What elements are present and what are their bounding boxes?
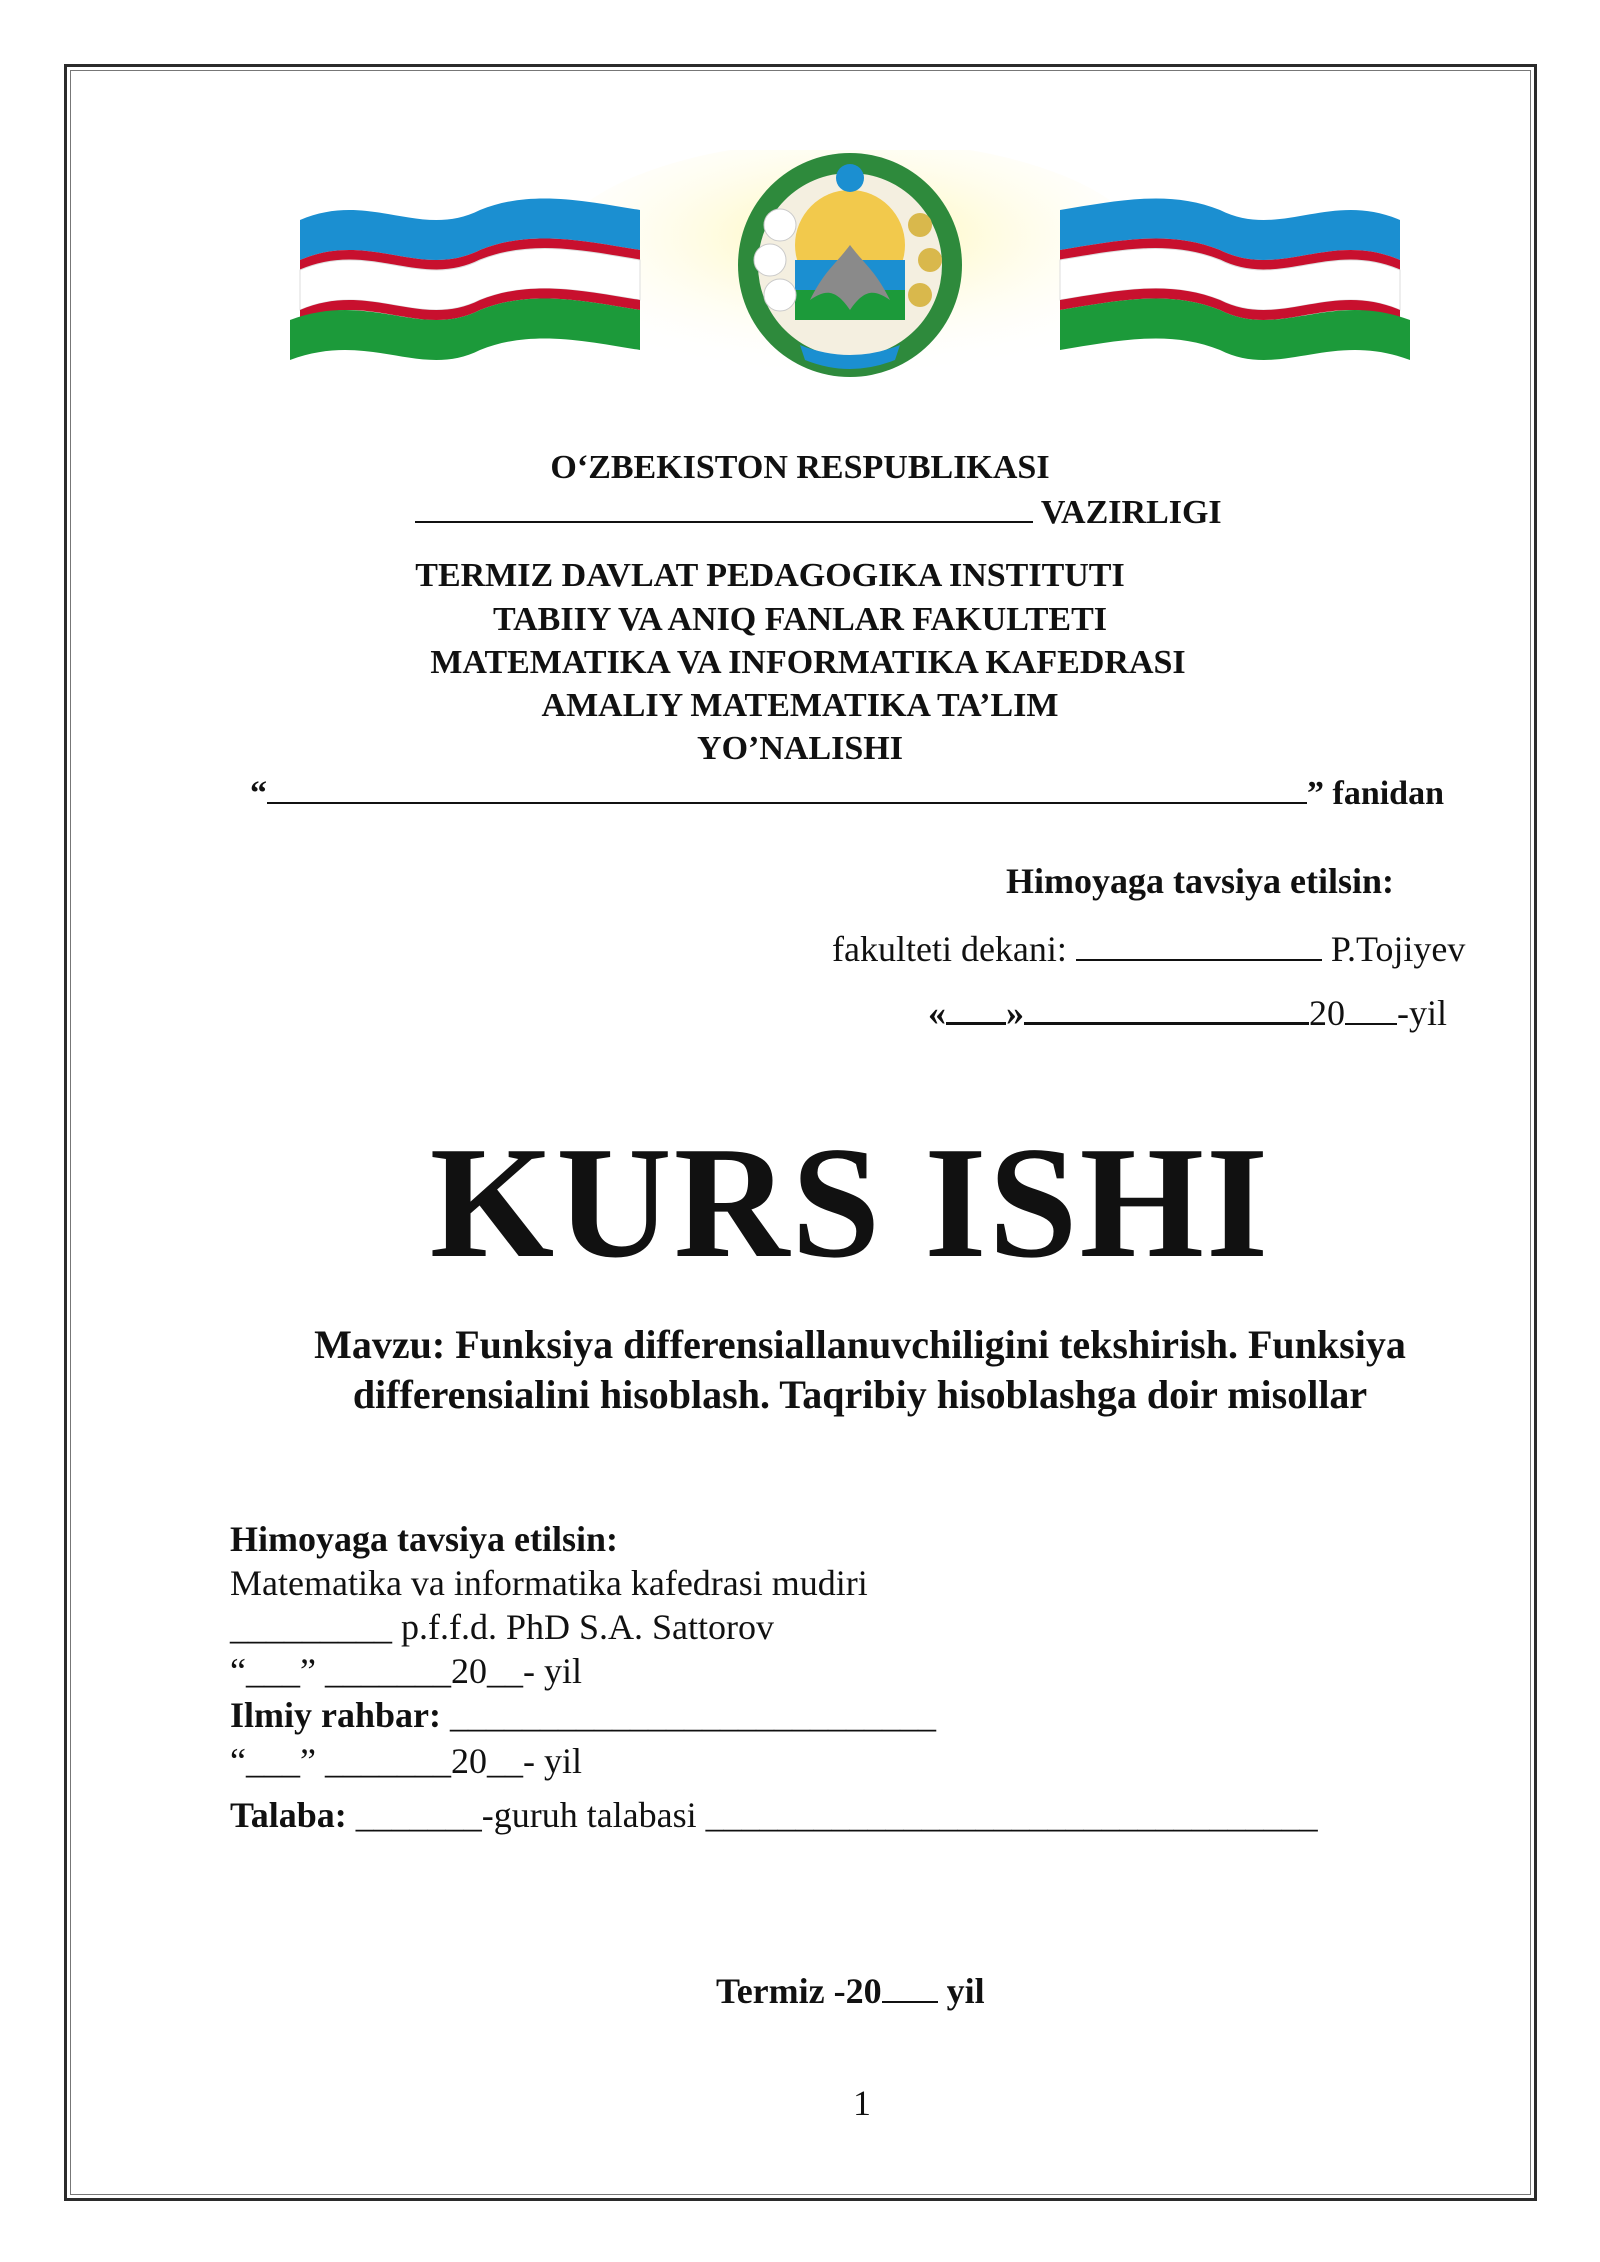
dean-label: fakulteti dekani: [832,929,1076,969]
head-signature-blank: _________ [230,1607,392,1647]
program-name-cont: YO’NALISHI [697,730,903,767]
date-day-blank [946,994,1006,1025]
faculty-name: TABIIY VA ANIQ FANLAR FAKULTETI [492,601,1108,638]
head-line [230,1606,774,1648]
country-title: O‘ZBEKISTON RESPUBLIKASI [550,449,1050,486]
dean-name: P.Tojiyev [1321,929,1466,969]
supervisor-blank: ___________________________ [441,1695,936,1735]
approval-heading-bottom: Himoyaga tavsiya etilsin: [230,1519,618,1559]
ministry-label: VAZIRLIGI [1033,494,1222,531]
document-title: KURS ISHI [429,1113,1271,1291]
date-suffix: -yil [1397,993,1447,1033]
head-role: Matematika va informatika kafedrasi mudiri [230,1563,868,1603]
department-name: MATEMATIKA VA INFORMATIKA KAFEDRASI [430,644,1186,681]
student-line [230,1794,1318,1836]
subject-line [250,772,1444,814]
ministry-blank [415,491,1033,523]
supervisor-line [230,1694,936,1736]
institute-name: TERMIZ DAVLAT PEDAGOGIKA INSTITUTI [415,557,1125,594]
page-number: 1 [853,2083,871,2123]
date-year: 20 [1309,993,1345,1033]
ministry-line [415,491,1222,533]
date-year-blank [1345,995,1397,1025]
city-year [716,1970,985,2012]
student-label: Talaba: [230,1795,347,1835]
subject-blank [267,772,1307,804]
student-text: _______-guruh talabasi __________________________________ [346,1795,1318,1835]
dean-line [832,928,1465,970]
uzbekistan-flag-and-emblem [280,150,1420,390]
dean-signature-blank [1076,931,1322,961]
date-close-quote: » [1006,993,1024,1033]
program-name: AMALIY MATEMATIKA TA’LIM [541,687,1059,724]
approval-heading-top: Himoyaga tavsiya etilsin: [1006,861,1394,901]
subject-open-quote: “ [250,775,267,812]
state-emblem [738,153,962,377]
topic-line-2: differensialini hisoblash. Taqribiy hisoblashga doir misollar [352,1372,1368,1417]
head-date: “___” _______20__- yil [230,1651,582,1691]
supervisor-label: Ilmiy rahbar: [230,1695,441,1735]
dean-date-line [928,992,1447,1034]
topic-line-1: Mavzu: Funksiya differensiallanuvchiligini tekshirish. Funksiya [314,1322,1406,1367]
left-flag [290,198,640,360]
date-open-quote: « [928,993,946,1033]
city-year-suffix: yil [937,1971,985,2011]
emblem-image [280,150,1420,390]
year-blank [882,1973,938,2003]
date-month-blank [1024,994,1309,1025]
head-name: p.f.f.d. PhD S.A. Sattorov [392,1607,775,1647]
supervisor-date: “___” _______20__- yil [230,1741,582,1781]
city-year-prefix: Termiz -20 [716,1971,882,2011]
right-flag [1060,198,1410,360]
subject-suffix: ” fanidan [1307,775,1444,812]
